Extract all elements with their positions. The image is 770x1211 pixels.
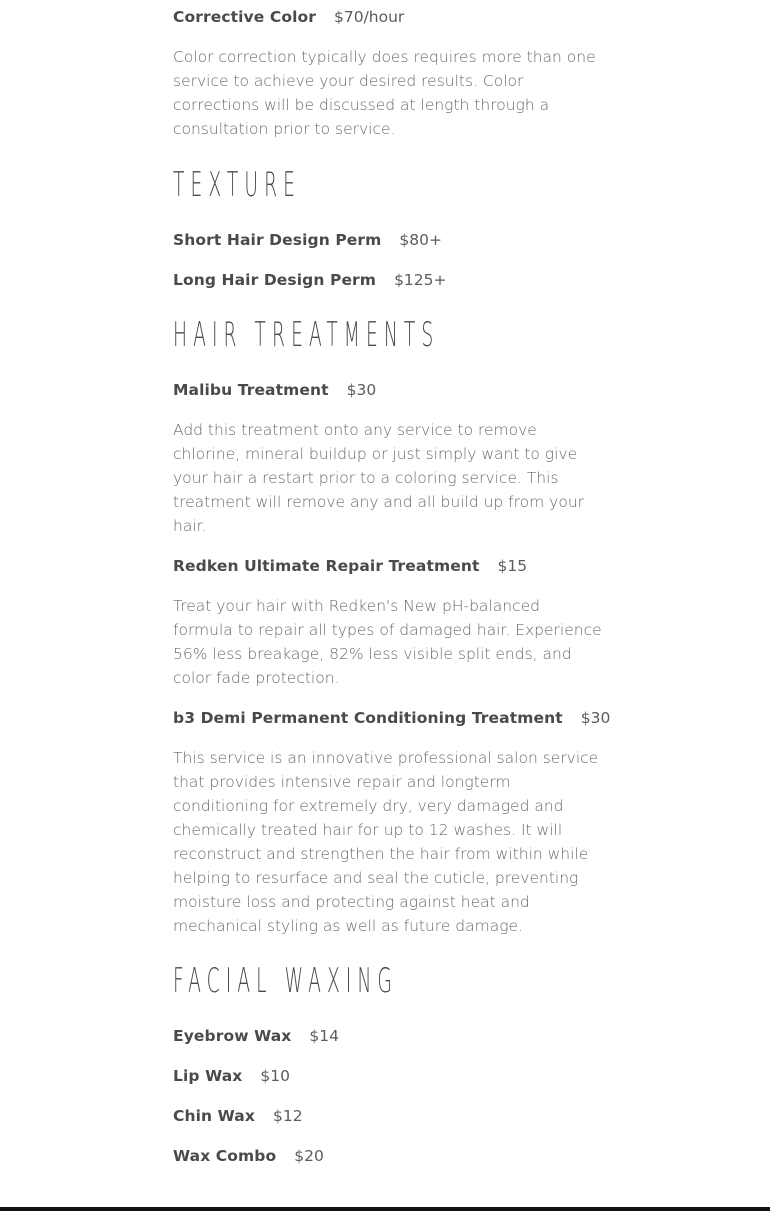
service-long-hair-perm [173, 268, 447, 292]
service-name: Redken Ultimate Repair Treatment [173, 557, 480, 575]
service-price: $10 [260, 1067, 290, 1085]
service-description: Add this treatment onto any service to remove chlorine, mineral buildup or just simply want to give your hair a restart prior to a coloring service. This treatment will remove any and all build up from your hair. [173, 421, 585, 535]
service-price: $30 [346, 381, 377, 399]
service-name: Wax Combo [173, 1147, 277, 1165]
service-name: Corrective Color [173, 8, 316, 26]
service-description: This service is an innovative professional salon service that provides intensive repair and longterm conditioning for extremely dry, very damaged and chemically treated hair for up to 12 washes. It will reconstruct and strengthen the hair from within while helping to resurface and seal the cuticle, preventing moisture loss and protecting against heat and mechanical styling as well as future damage. [173, 749, 599, 935]
service-chin-wax [173, 1104, 303, 1128]
service-short-hair-perm [173, 228, 442, 252]
service-price: $15 [497, 557, 528, 575]
section-heading-facial-waxing: FACIAL WAXING [173, 961, 398, 1001]
service-name: Chin Wax [173, 1107, 255, 1125]
service-price: $70/hour [333, 8, 405, 26]
service-name: Long Hair Design Perm [173, 271, 377, 289]
service-price: $30 [580, 709, 611, 727]
service-redken-repair [173, 554, 527, 578]
service-corrective-color [173, 5, 404, 29]
service-lip-wax [173, 1064, 290, 1088]
service-b3-conditioning [173, 706, 610, 730]
service-price: $125+ [394, 271, 447, 289]
service-eyebrow-wax [173, 1024, 339, 1048]
service-name: Lip Wax [173, 1067, 243, 1085]
service-description: Treat your hair with Redken's New pH-balanced formula to repair all types of damaged hair. Experience 56% less breakage, 82% less visible split ends, and color fade protection. [173, 597, 602, 687]
service-name: Eyebrow Wax [173, 1027, 292, 1045]
section-heading-hair-treatments: HAIR TREATMENTS [173, 315, 440, 355]
service-price: $12 [272, 1107, 303, 1125]
service-price: $14 [309, 1027, 340, 1045]
service-price: $20 [294, 1147, 324, 1165]
service-name: Short Hair Design Perm [173, 231, 382, 249]
service-name: b3 Demi Permanent Conditioning Treatment [173, 709, 563, 727]
service-malibu-treatment [173, 378, 376, 402]
service-wax-combo [173, 1144, 324, 1168]
section-heading-texture: TEXTURE [173, 165, 301, 205]
footer-divider [0, 1207, 770, 1211]
service-price: $80+ [399, 231, 442, 249]
service-name: Malibu Treatment [173, 381, 329, 399]
service-description: Color correction typically does requires more than one service to achieve your desired results. Color corrections will be discussed at length through a consultation prior to service. [173, 48, 596, 138]
